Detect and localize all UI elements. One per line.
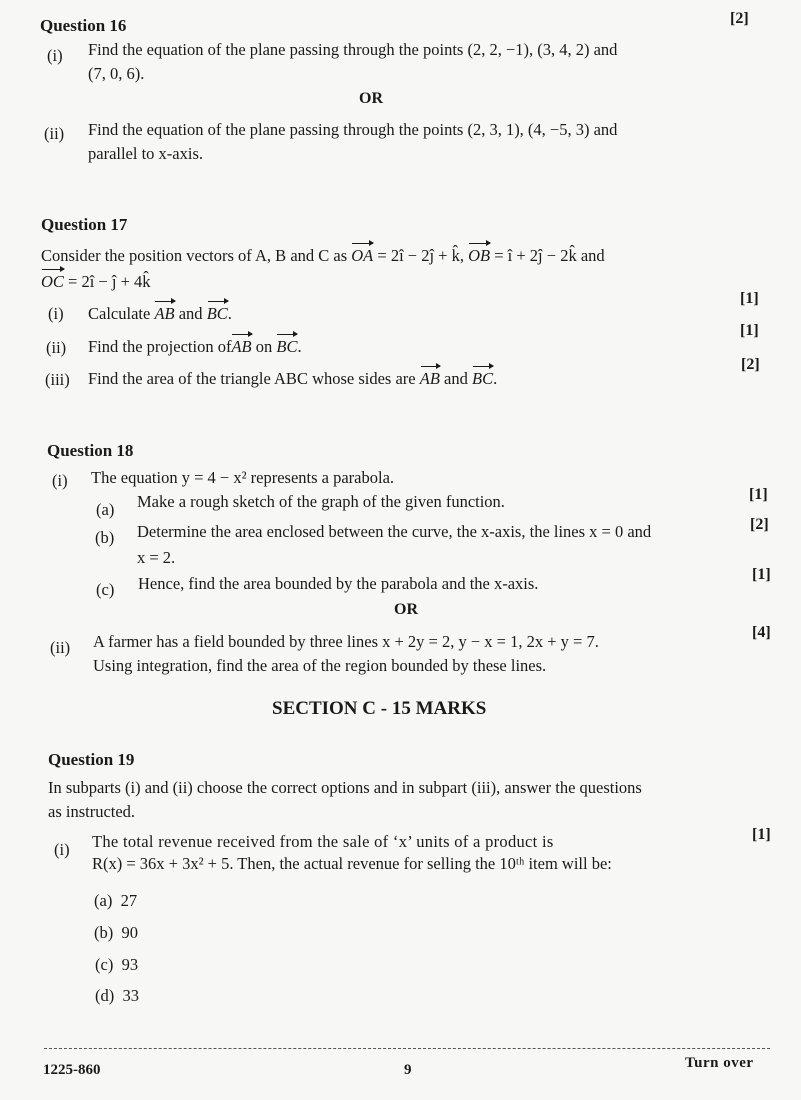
q18-part-ii-line1: A farmer has a field bounded by three lines x + 2y = 2, y − x = 1, 2x + y = 7. (93, 632, 599, 651)
q18-title: Question 18 (47, 441, 134, 460)
q18-part-ii-label: (ii) (50, 638, 71, 657)
q19-part-i-line2: R(x) = 36x + 3x² + 5. Then, the actual revenue for selling the 10ᵗʰ item will be: (92, 854, 612, 873)
q18-part-ii-line2: Using integration, find the area of the region bounded by these lines. (93, 656, 547, 675)
vector-bc: BC (276, 333, 297, 359)
q17-intro-text: Consider the position vectors of A, B and C as (41, 246, 348, 265)
q19-option-a (94, 891, 137, 911)
q18-c-text: Hence, find the area bounded by the parabola and the x-axis. (138, 574, 539, 593)
q18-b-line2: x = 2. (137, 548, 176, 567)
q17-oc-expr: = 2î − ĵ + 4k̂ (68, 272, 151, 291)
q17-part-iii (88, 365, 497, 391)
q17-part-ii-label: (ii) (46, 338, 67, 357)
option-value: 27 (120, 891, 138, 910)
q19-option-b (94, 923, 138, 943)
q19-part-i-line1: The total revenue received from the sale of ‘x’ units of a product is (92, 832, 554, 851)
option-label: (d) (95, 986, 115, 1005)
vector-bc: BC (472, 365, 493, 391)
q17-part-i-label: (i) (48, 304, 64, 323)
q17-part-iii-end: . (493, 369, 498, 388)
q16-or: OR (359, 90, 383, 107)
q18-part-ii-marks: [4] (752, 624, 771, 641)
option-label: (a) (94, 891, 113, 910)
q18-part-i-text: The equation y = 4 − x² represents a parabola. (91, 468, 395, 487)
footer-divider (44, 1048, 770, 1049)
q16-part-ii-label: (ii) (44, 124, 65, 143)
q17-part-i-pre: Calculate (88, 304, 151, 323)
q19-option-d (95, 986, 139, 1006)
q17-title: Question 17 (41, 215, 128, 234)
q17-part-ii-end: . (297, 337, 302, 356)
vector-ab: AB (420, 365, 440, 391)
q19-part-i-marks: [1] (752, 826, 771, 843)
vector-ob: OB (468, 242, 490, 268)
option-value: 93 (121, 955, 139, 974)
q16-part-ii-line1: Find the equation of the plane passing through the points (2, 3, 1), (4, −5, 3) and (88, 120, 618, 139)
q17-part-iii-mid: and (444, 369, 468, 388)
q19-intro-line2: as instructed. (48, 802, 136, 821)
q17-part-i-end: . (227, 304, 232, 323)
vector-oc: OC (41, 268, 64, 294)
q19-part-i-label: (i) (54, 840, 70, 859)
q16-part-ii-line2: parallel to x-axis. (88, 144, 204, 163)
q19-intro-line1: In subparts (i) and (ii) choose the correct options and in subpart (iii), answer the questions (48, 778, 642, 797)
vector-bc: BC (207, 300, 228, 326)
section-c-heading: SECTION C - 15 MARKS (272, 698, 487, 719)
footer-code: 1225-860 (43, 1062, 101, 1078)
q18-or: OR (394, 601, 418, 618)
option-value: 33 (122, 986, 139, 1005)
vector-ab: AB (231, 333, 251, 359)
q17-ob-expr: = î + 2ĵ − 2k̂ and (494, 246, 605, 265)
q19-title: Question 19 (48, 750, 135, 769)
q17-part-iii-marks: [2] (741, 356, 760, 373)
q19-option-c (95, 955, 138, 975)
q17-part-ii (88, 333, 302, 359)
q18-b-marks: [2] (750, 516, 769, 533)
footer-page-number: 9 (404, 1062, 412, 1078)
q18-a-text: Make a rough sketch of the graph of the given function. (137, 492, 505, 511)
q18-b-label: (b) (95, 528, 115, 547)
q17-part-ii-pre: Find the projection of (88, 337, 232, 356)
vector-ab: AB (154, 300, 174, 326)
q18-b-line1: Determine the area enclosed between the curve, the x-axis, the lines x = 0 and (137, 522, 652, 541)
option-value: 90 (121, 923, 138, 942)
q16-marks: [2] (730, 10, 749, 27)
q17-part-ii-mid: on (255, 337, 273, 356)
option-label: (c) (95, 955, 114, 974)
q16-part-i-label: (i) (47, 46, 63, 65)
q17-intro-line2 (41, 268, 151, 294)
q17-intro-line1 (41, 242, 605, 268)
q17-part-i-marks: [1] (740, 290, 759, 307)
q17-part-i (88, 300, 232, 326)
q17-oa-expr: = 2î − 2ĵ + k̂, (377, 246, 464, 265)
q16-part-i-line2: (7, 0, 6). (88, 64, 145, 83)
q18-a-label: (a) (96, 500, 115, 519)
q16-part-i-line1: Find the equation of the plane passing through the points (2, 2, −1), (3, 4, 2) and (88, 40, 618, 59)
option-label: (b) (94, 923, 114, 942)
vector-oa: OA (351, 242, 373, 268)
q18-c-label: (c) (96, 580, 115, 599)
q17-part-i-mid: and (178, 304, 203, 323)
q18-c-marks: [1] (752, 566, 771, 583)
q17-part-ii-marks: [1] (740, 322, 759, 339)
q18-a-marks: [1] (749, 486, 768, 503)
q16-title: Question 16 (40, 16, 127, 35)
q18-part-i-label: (i) (52, 471, 68, 490)
q17-part-iii-label: (iii) (45, 370, 70, 389)
q17-part-iii-pre: Find the area of the triangle ABC whose sides are (88, 369, 416, 388)
footer-turn-over: Turn over (685, 1055, 754, 1071)
